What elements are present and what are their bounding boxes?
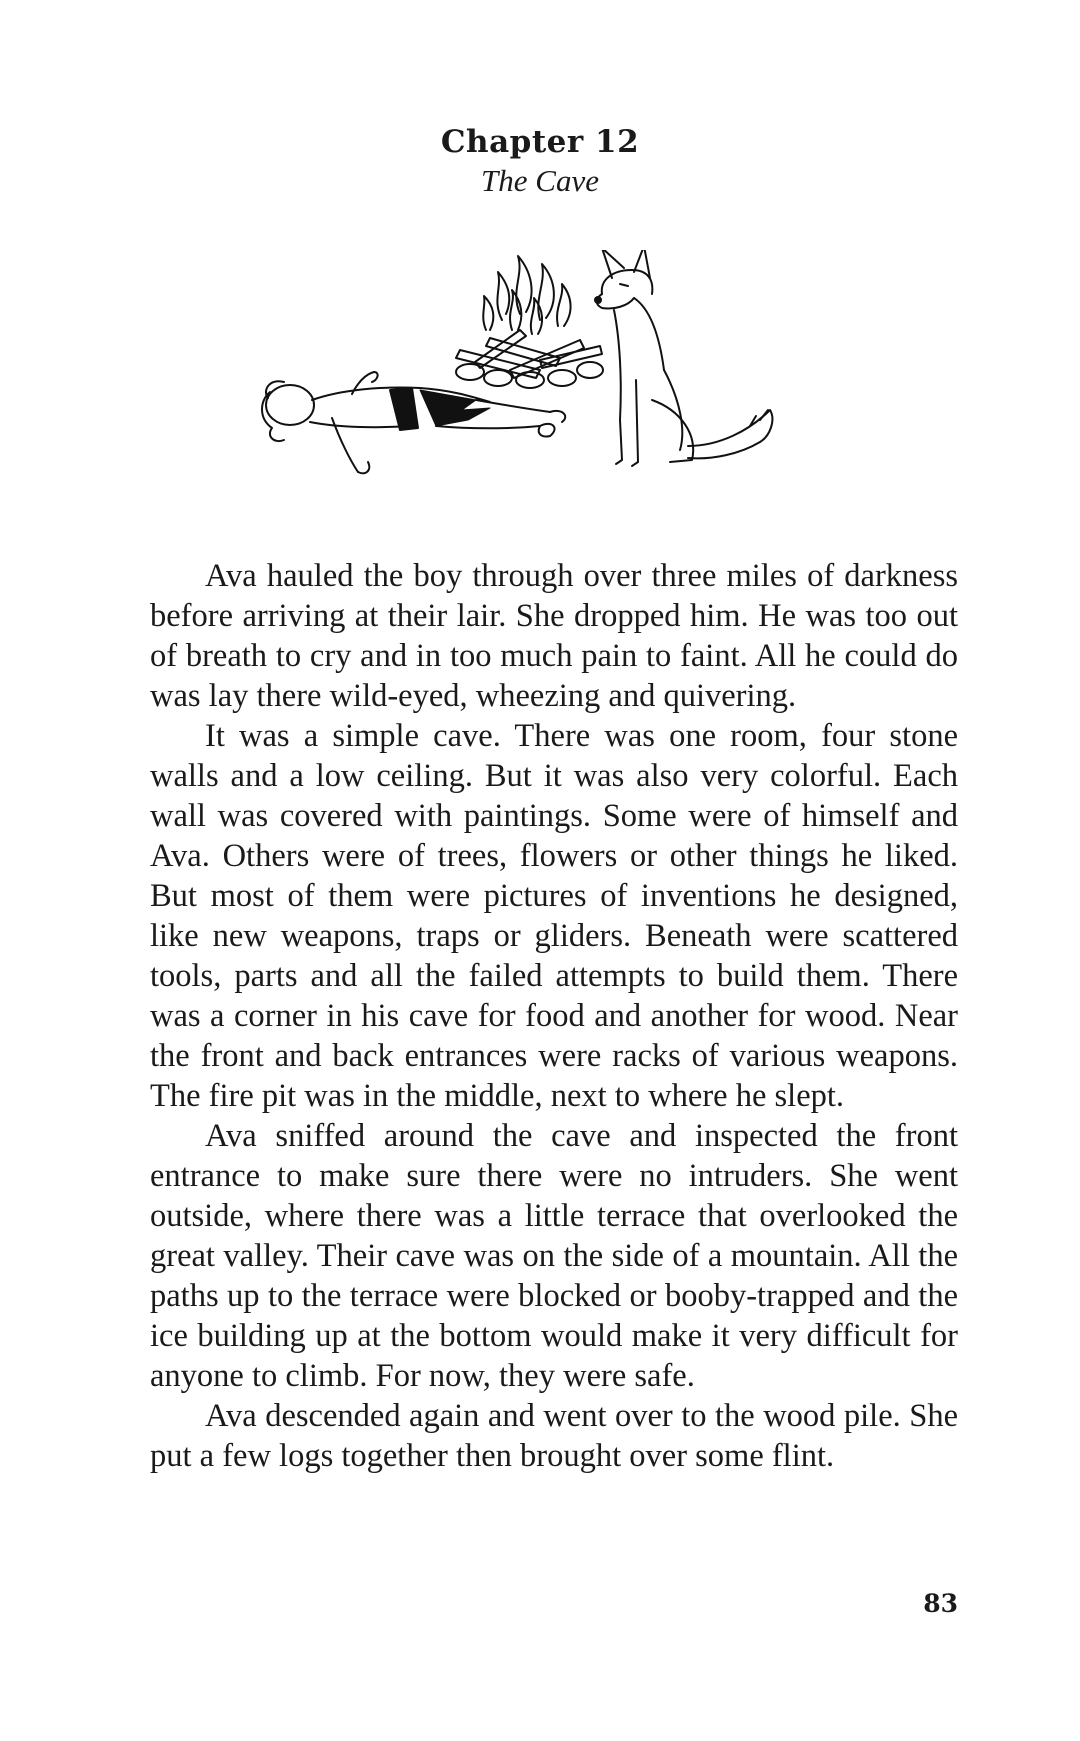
chapter-subtitle: The Cave: [481, 163, 599, 198]
chapter-title: Chapter 12: [440, 124, 640, 160]
boy-fire-wolf-illustration: [240, 250, 860, 520]
chapter-heading: [0, 122, 1080, 200]
chapter-body-text: [150, 556, 958, 1476]
boy-figure: [262, 372, 565, 473]
wolf-figure: [595, 250, 772, 466]
page-number: 83: [923, 1589, 958, 1618]
campfire: [456, 256, 603, 388]
paragraph-4: Ava descended again and went over to the wood pile. She put a few logs together then brought over some flint.: [150, 1398, 958, 1474]
paragraph-2: It was a simple cave. There was one room, four stone walls and a low ceiling. But it was also very colorful. Each wall was covered with paintings. Some were of himself and Ava. Others were of trees, flowers or other things he liked. But most of them were pictures of inventions he designed, like new weapons, traps or gliders. Beneath were scattered tools, parts and all the failed attempts to build them. There was a corner in his cave for food and another for wood. Near the front and back entrances were racks of various weapons. The fire pit was in the middle, next to where he slept.: [150, 718, 958, 1114]
paragraph-1: Ava hauled the boy through over three miles of darkness before arriving at their lair. She dropped him. He was too out of breath to cry and in too much pain to faint. All he could do was lay there wild-eyed, wheezing and quivering.: [150, 558, 958, 714]
paragraph-3: Ava sniffed around the cave and inspected the front entrance to make sure there were no intruders. She went outside, where there was a little terrace that overlooked the great valley. Their cave was on the side of a mountain. All the paths up to the terrace were blocked or booby-trapped and the ice building up at the bottom would make it very difficult for anyone to climb. For now, they were safe.: [150, 1118, 958, 1394]
